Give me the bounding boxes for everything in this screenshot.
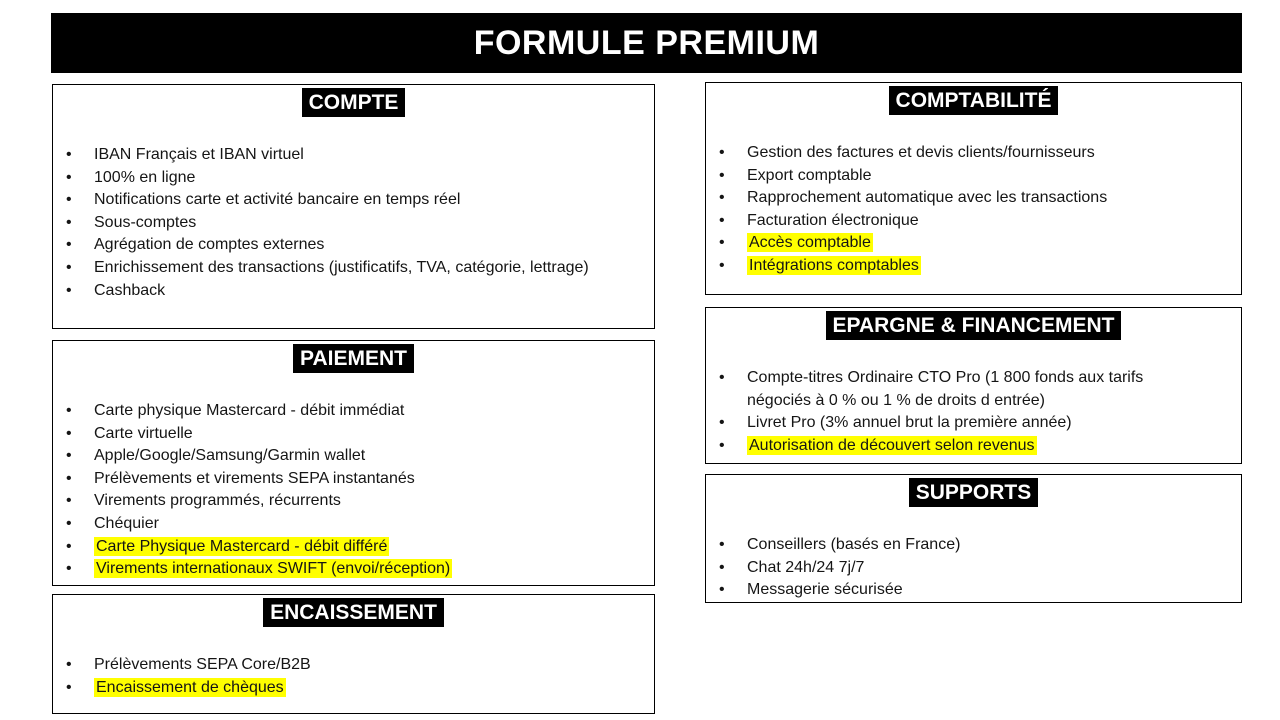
list-item xyxy=(53,558,654,581)
list-item xyxy=(706,232,1241,255)
list-item xyxy=(53,234,654,257)
list-item xyxy=(706,210,1241,233)
list-item-text: Carte physique Mastercard - débit immédiat xyxy=(94,402,405,419)
list-item-text: Rapprochement automatique avec les transactions xyxy=(747,189,1108,207)
list-item xyxy=(53,536,654,559)
list-item xyxy=(53,445,654,468)
list-item-text-highlighted: Autorisation de découvert selon revenus xyxy=(749,436,1035,454)
list-item-text: Apple/Google/Samsung/Garmin wallet xyxy=(94,447,366,465)
list-item xyxy=(53,257,654,280)
feature-list-comptabilite xyxy=(706,142,1241,278)
section-epargne-financement xyxy=(705,307,1242,464)
list-item xyxy=(53,212,654,235)
list-item xyxy=(706,534,1241,557)
list-item-text: Export comptable xyxy=(747,166,872,184)
list-item-text: Chat 24h/24 7j/7 xyxy=(747,558,865,576)
list-item-text-highlighted: Intégrations comptables xyxy=(749,256,919,274)
section-compte-heading: COMPTE xyxy=(302,88,406,117)
list-item xyxy=(706,412,1241,435)
list-item xyxy=(53,468,654,491)
list-item-text: Gestion des factures et devis clients/fournisseurs xyxy=(747,144,1095,161)
list-item xyxy=(53,490,654,513)
list-item-text-highlighted: Accès comptable xyxy=(749,234,871,252)
page-title: FORMULE PREMIUM xyxy=(473,23,820,62)
list-item xyxy=(706,165,1241,188)
list-item-text: Agrégation de comptes externes xyxy=(94,236,325,254)
section-compte xyxy=(52,84,655,329)
list-item xyxy=(53,144,654,167)
list-item xyxy=(53,280,654,303)
list-item-text: Carte virtuelle xyxy=(94,424,193,442)
list-item-text: Livret Pro (3% annuel brut la première année) xyxy=(747,414,1072,432)
list-item-text: Virements programmés, récurrents xyxy=(94,492,341,510)
list-item-text-highlighted: Virements internationaux SWIFT (envoi/réception) xyxy=(96,560,451,578)
list-item-text: Cashback xyxy=(94,281,166,299)
list-item xyxy=(706,187,1241,210)
list-item-text: Enrichissement des transactions (justificatifs, TVA, catégorie, lettrage) xyxy=(94,258,589,276)
section-paiement-heading: PAIEMENT xyxy=(293,344,414,373)
list-item xyxy=(706,142,1241,165)
list-item xyxy=(53,167,654,190)
list-item-text: Prélèvements et virements SEPA instantanés xyxy=(94,469,415,487)
list-item-text: Notifications carte et activité bancaire en temps réel xyxy=(94,191,461,209)
list-item xyxy=(53,654,654,677)
list-item-text: Messagerie sécurisée xyxy=(747,581,903,599)
list-item-text: IBAN Français et IBAN virtuel xyxy=(94,146,304,163)
section-encaissement xyxy=(52,594,655,714)
section-supports-heading: SUPPORTS xyxy=(909,478,1039,507)
list-item-text: Conseillers (basés en France) xyxy=(747,536,961,553)
section-epargne-financement-heading: EPARGNE & FINANCEMENT xyxy=(826,311,1122,340)
feature-list-epargne-financement xyxy=(706,367,1241,457)
list-item-text: Facturation électronique xyxy=(747,211,919,229)
section-supports xyxy=(705,474,1242,603)
title-banner xyxy=(51,13,1242,73)
section-comptabilite xyxy=(705,82,1242,295)
list-item xyxy=(53,189,654,212)
list-item-text: Prélèvements SEPA Core/B2B xyxy=(94,656,311,673)
list-item xyxy=(706,255,1241,278)
section-comptabilite-heading: COMPTABILITÉ xyxy=(889,86,1059,115)
section-paiement xyxy=(52,340,655,586)
list-item xyxy=(706,557,1241,580)
list-item xyxy=(53,677,654,700)
list-item xyxy=(53,423,654,446)
list-item-text: 100% en ligne xyxy=(94,168,196,186)
list-item xyxy=(53,400,654,423)
list-item-text: Sous-comptes xyxy=(94,213,197,231)
list-item xyxy=(706,367,1241,412)
list-item-text-highlighted: Carte Physique Mastercard - débit différé xyxy=(96,537,388,555)
list-item xyxy=(706,435,1241,458)
feature-list-paiement xyxy=(53,400,654,581)
section-encaissement-heading: ENCAISSEMENT xyxy=(263,598,444,627)
list-item-text: Chéquier xyxy=(94,514,159,532)
feature-list-encaissement xyxy=(53,654,654,699)
list-item-text: Compte-titres Ordinaire CTO Pro (1 800 fonds aux tarifs négociés à 0 % ou 1 % de droits d entrée) xyxy=(747,369,1144,409)
feature-list-compte xyxy=(53,144,654,302)
list-item xyxy=(706,579,1241,602)
feature-list-supports xyxy=(706,534,1241,602)
list-item xyxy=(53,513,654,536)
list-item-text-highlighted: Encaissement de chèques xyxy=(96,678,284,696)
